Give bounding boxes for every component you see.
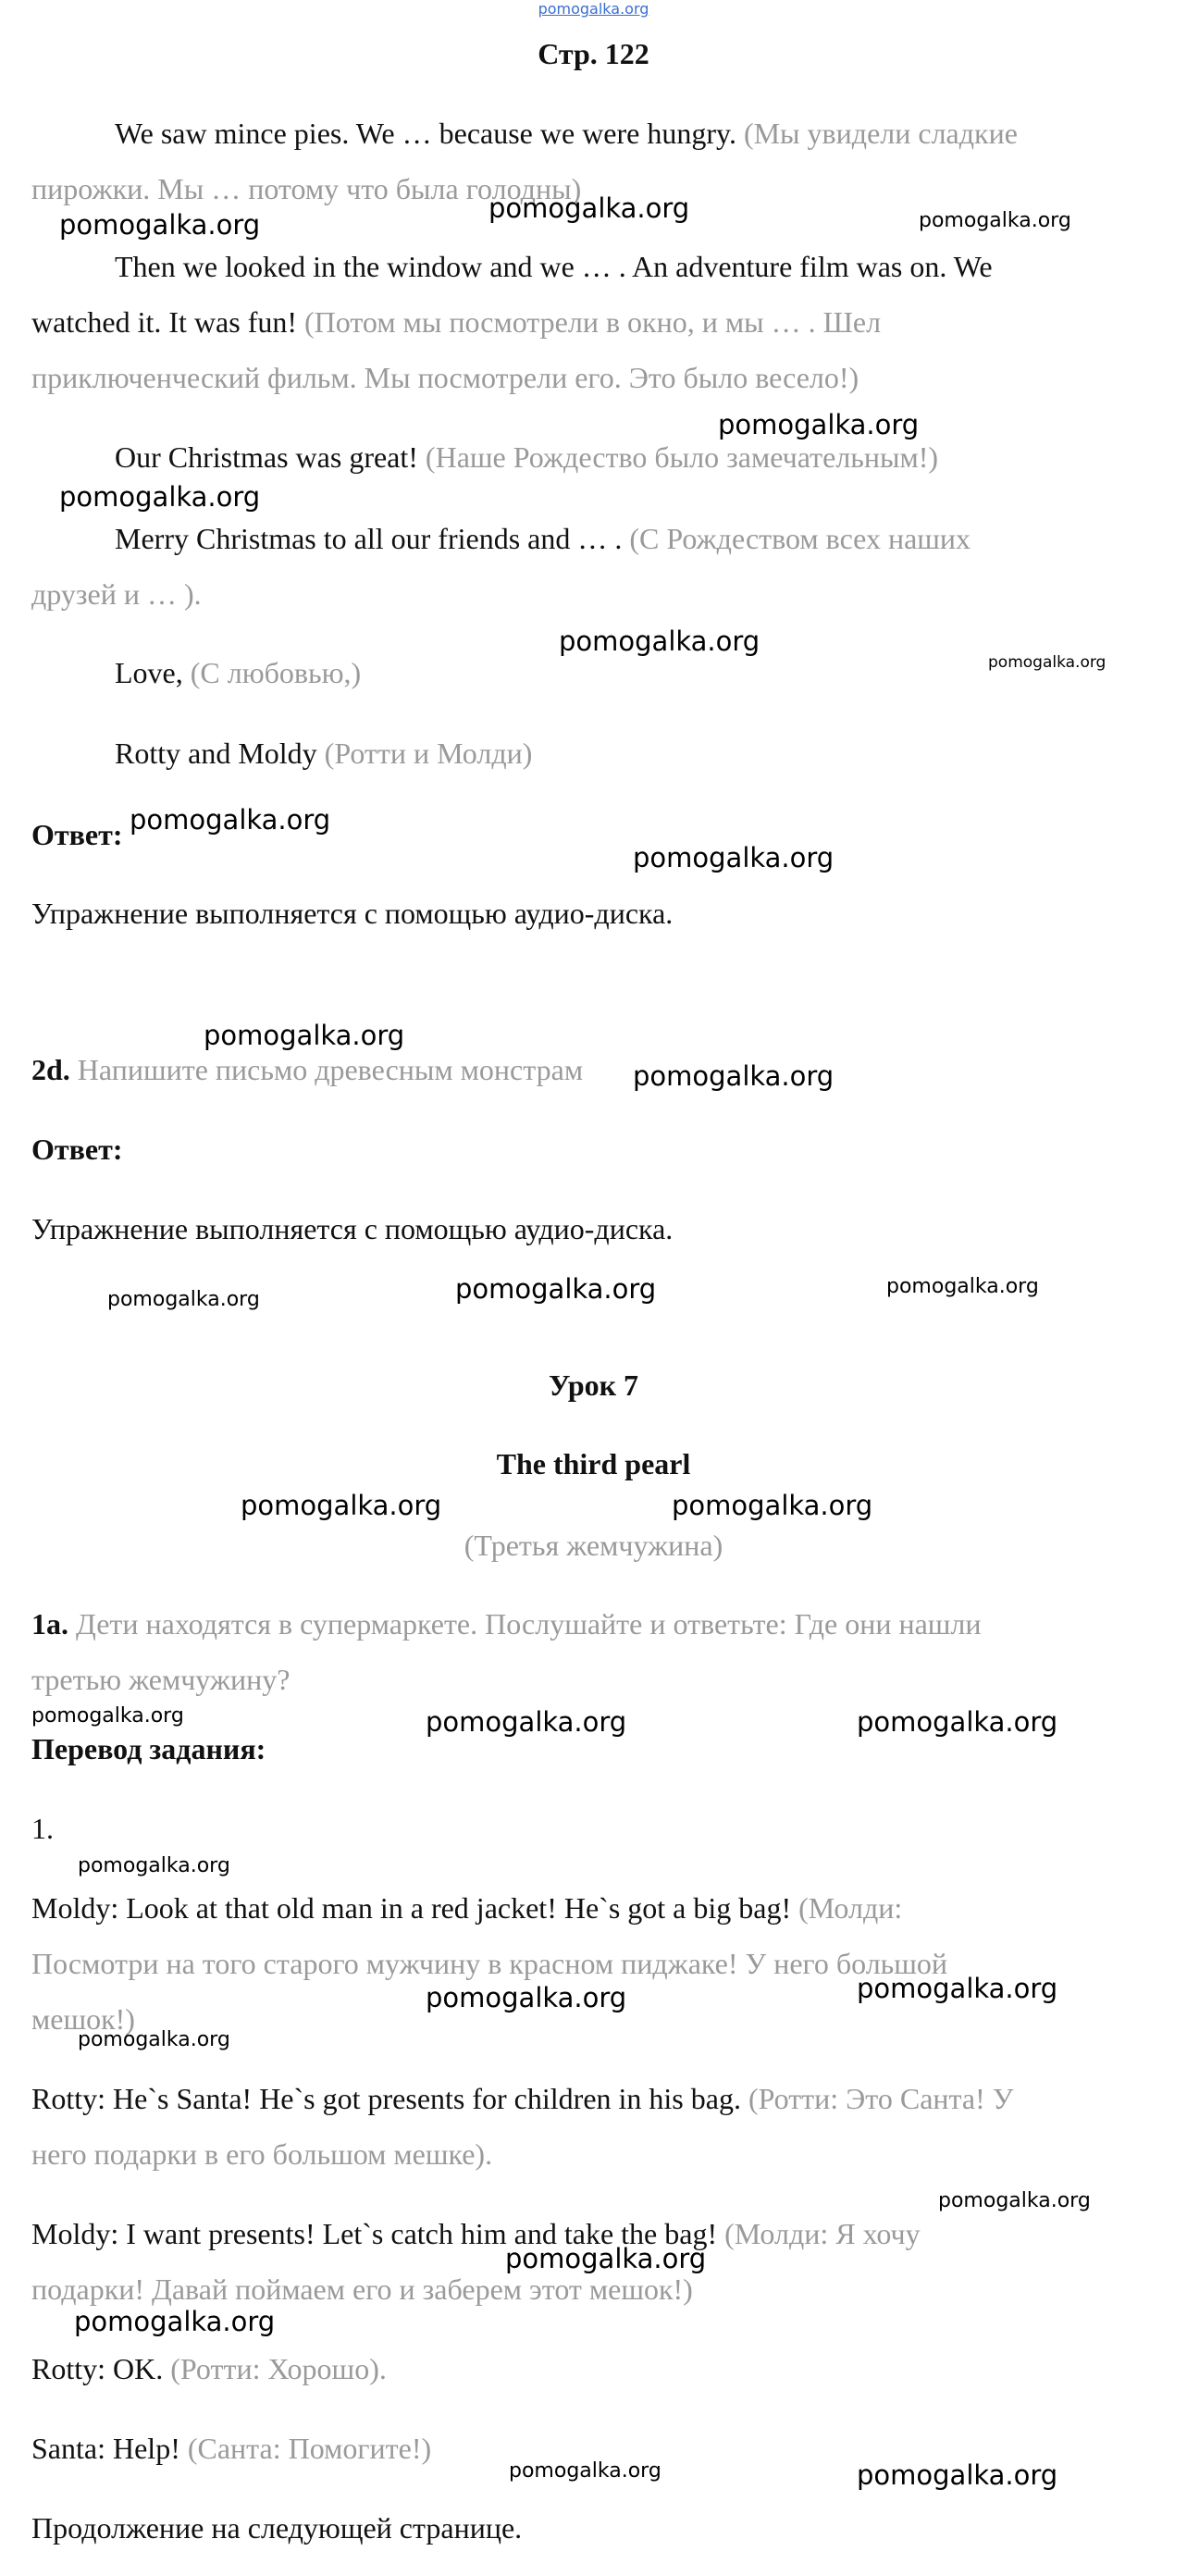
dialogue-2-line-2: него подарки в его большом мешке). [31,2137,493,2171]
top-watermark: pomogalka.org [538,0,649,18]
watermark: pomogalka.org [857,1973,1058,2004]
p3-english: Our Christmas was great! [115,440,418,474]
exercise-2d-label: 2d. [31,1053,70,1086]
dialogue-1-line-3: мешок!) [31,2002,135,2036]
answer-1-text: Упражнение выполняется с помощью аудио-диска. [31,897,674,930]
translation-label: Перевод задания: [31,1732,266,1765]
exercise-1a-line-1 [31,1596,982,1652]
lesson-subtitle: The third pearl [496,1447,691,1480]
p5-english: Love, [115,656,183,689]
watermark: pomogalka.org [857,1706,1058,1738]
watermark: pomogalka.org [509,2459,662,2483]
watermark: pomogalka.org [919,209,1071,232]
watermark: pomogalka.org [455,1273,657,1305]
watermark: pomogalka.org [938,2189,1091,2212]
watermark: pomogalka.org [426,1982,627,2013]
watermark: pomogalka.org [718,409,920,440]
watermark: pomogalka.org [633,842,835,873]
d2-russian: (Ротти: Это Санта! У [748,2082,1014,2115]
watermark: pomogalka.org [59,209,261,241]
p2-russian: (Потом мы посмотрели в окно, и мы … . Шел [304,305,882,339]
p1-russian: (Мы увидели сладкие [743,117,1018,150]
p6-russian: (Ротти и Молди) [324,737,533,770]
exercise-1a-text: Дети находятся в супермаркете. Послушайте и ответьте: Где они нашли [76,1607,982,1641]
item-number: 1. [31,1812,54,1845]
paragraph-6 [115,725,532,781]
d5-russian: (Санта: Помогите!) [187,2432,432,2465]
paragraph-5 [115,645,361,700]
watermark: pomogalka.org [130,804,331,836]
p2-english: watched it. It was fun! [31,305,298,339]
watermark: pomogalka.org [488,192,690,224]
d2-english: Rotty: He`s Santa! He`s got presents for children in his bag. [31,2082,741,2115]
d4-english: Rotty: OK. [31,2352,164,2385]
watermark: pomogalka.org [204,1020,405,1051]
d1-russian: (Молди: [798,1891,903,1925]
dialogue-4 [31,2341,387,2396]
watermark: pomogalka.org [633,1060,835,1092]
dialogue-3-line-2: подарки! Давай поймаем его и заберем этот мешок!) [31,2273,693,2306]
answer-2-text: Упражнение выполняется с помощью аудио-диска. [31,1212,674,1245]
dialogue-1-line-2: Посмотри на того старого мужчину в красном пиджаке! У него большой [31,1947,948,1980]
d4-russian: (Ротти: Хорошо). [170,2352,387,2385]
paragraph-1-line-1 [115,105,1018,161]
p5-russian: (С любовью,) [190,656,362,689]
p6-english: Rotty and Moldy [115,737,317,770]
watermark: pomogalka.org [559,625,760,657]
watermark: pomogalka.org [426,1706,627,1738]
answer-2-label: Ответ: [31,1133,123,1166]
watermark: pomogalka.org [59,481,261,513]
exercise-2d-text: Напишите письмо древесным монстрам [77,1053,584,1086]
paragraph-1-line-2: пирожки. Мы … потому что была голодны) [31,172,582,205]
watermark: pomogalka.org [31,1704,184,1728]
watermark: pomogalka.org [78,2028,230,2051]
d3-russian: (Молди: Я хочу [724,2217,921,2250]
answer-1-label: Ответ: [31,818,123,851]
d5-english: Santa: Help! [31,2432,180,2465]
dialogue-5 [31,2421,431,2476]
watermark: pomogalka.org [886,1275,1039,1298]
paragraph-2-line-3: приключенческий фильм. Мы посмотрели его. Это было весело!) [31,361,859,394]
d3-english: Moldy: I want presents! Let`s catch him and take the bag! [31,2217,718,2250]
watermark: pomogalka.org [672,1490,873,1521]
p4-english: Merry Christmas to all our friends and … . [115,522,623,555]
watermark: pomogalka.org [857,2459,1058,2491]
dialogue-1-line-1 [31,1880,902,1936]
dialogue-2-line-1 [31,2071,1013,2126]
watermark: pomogalka.org [241,1490,442,1521]
paragraph-2-line-2 [31,294,881,350]
p4-russian: (С Рождеством всех наших [629,522,971,555]
paragraph-4-line-1 [115,511,971,566]
paragraph-4-line-2: друзей и … ). [31,577,202,611]
watermark: pomogalka.org [107,1288,260,1311]
watermark: pomogalka.org [988,653,1107,672]
exercise-1a-line-2: третью жемчужину? [31,1663,291,1696]
p1-english: We saw mince pies. We … because we were hungry. [115,117,736,150]
lesson-subtitle-translation: (Третья жемчужина) [464,1529,723,1562]
lesson-title: Урок 7 [548,1368,639,1402]
paragraph-2-line-1: Then we looked in the window and we … . An adventure film was on. We [115,250,993,283]
watermark: pomogalka.org [78,1854,230,1877]
page-header: Стр. 122 [538,37,649,70]
continuation-note: Продолжение на следующей странице. [31,2511,523,2545]
watermark: pomogalka.org [505,2243,707,2274]
d1-english: Moldy: Look at that old man in a red jacket! He`s got a big bag! [31,1891,792,1925]
p3-russian: (Наше Рождество было замечательным!) [425,440,939,474]
dialogue-3-line-1 [31,2206,921,2261]
exercise-1a-label: 1a. [31,1607,68,1641]
watermark: pomogalka.org [74,2306,276,2337]
